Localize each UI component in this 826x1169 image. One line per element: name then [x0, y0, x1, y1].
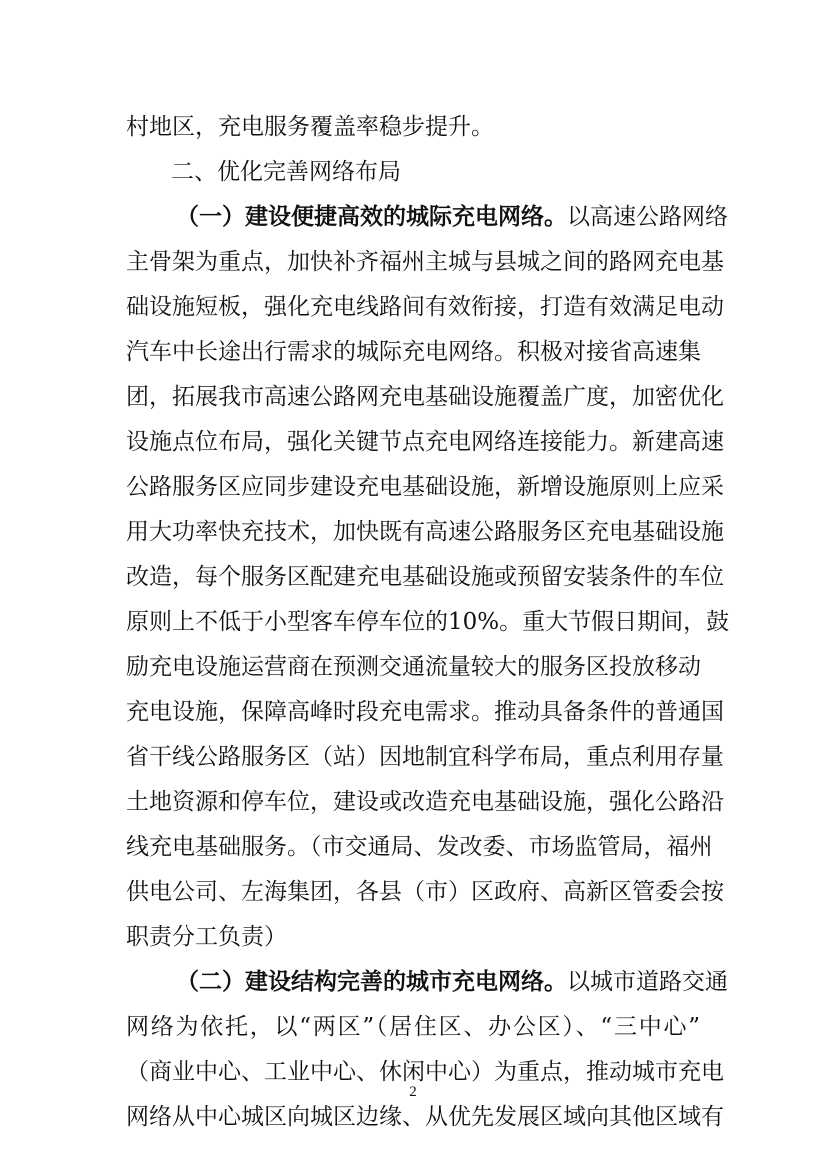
text-line: 用大功率快充技术，加快既有高速公路服务区充电基础设施 [126, 519, 724, 545]
text-line: 设施点位布局，强化关键节点充电网络连接能力。新建高速 [126, 429, 724, 455]
page-number: 2 [409, 1084, 417, 1100]
text-line: 改造，每个服务区配建充电基础设施或预留安装条件的车位 [126, 564, 724, 590]
text-line: （商业中心、工业中心、休闲中心）为重点，推动城市充电 [126, 1059, 724, 1085]
text-line: 网络为依托，以“两区”（居住区、办公区）、“三中心” [126, 1014, 700, 1040]
text-line: 村地区，充电服务覆盖率稳步提升。 [126, 114, 494, 140]
text-line: 团，拓展我市高速公路网充电基础设施覆盖广度，加密优化 [126, 384, 724, 410]
text-line: 土地资源和停车位，建设或改造充电基础设施，强化公路沿 [126, 789, 724, 815]
paragraph-first-line [176, 202, 728, 232]
text-line: 主骨架为重点，加快补齐福州主城与县城之间的路网充电基 [126, 249, 724, 275]
paragraph-title: （二）建设结构完善的城市充电网络。 [176, 968, 567, 995]
text-line: 公路服务区应同步建设充电基础设施，新增设施原则上应采 [126, 474, 724, 500]
text-fragment: 以高速公路网络 [567, 204, 728, 230]
text-line: 充电设施，保障高峰时段充电需求。推动具备条件的普通国 [126, 699, 724, 725]
paragraph-first-line [176, 967, 728, 997]
text-line: 汽车中长途出行需求的城际充电网络。积极对接省高速集 [126, 339, 701, 365]
text-line: 原则上不低于小型客车停车位的10%。重大节假日期间，鼓 [126, 609, 730, 635]
section-heading: 二、优化完善网络布局 [171, 159, 401, 185]
text-line: 省干线公路服务区（站）因地制宜科学布局，重点利用存量 [126, 744, 724, 770]
paragraph-title: （一）建设便捷高效的城际充电网络。 [176, 203, 567, 230]
text-line: 职责分工负责） [126, 924, 287, 950]
text-fragment: 以城市道路交通 [567, 969, 728, 995]
text-line: 励充电设施运营商在预测交通流量较大的服务区投放移动 [126, 654, 701, 680]
text-line: 网络从中心城区向城区边缘、从优先发展区域向其他区域有 [126, 1104, 724, 1130]
text-line: 础设施短板，强化充电线路间有效衔接，打造有效满足电动 [126, 294, 724, 320]
text-line: 线充电基础服务。（市交通局、发改委、市场监管局，福州 [126, 834, 713, 860]
text-line: 供电公司、左海集团，各县（市）区政府、高新区管委会按 [126, 879, 724, 905]
